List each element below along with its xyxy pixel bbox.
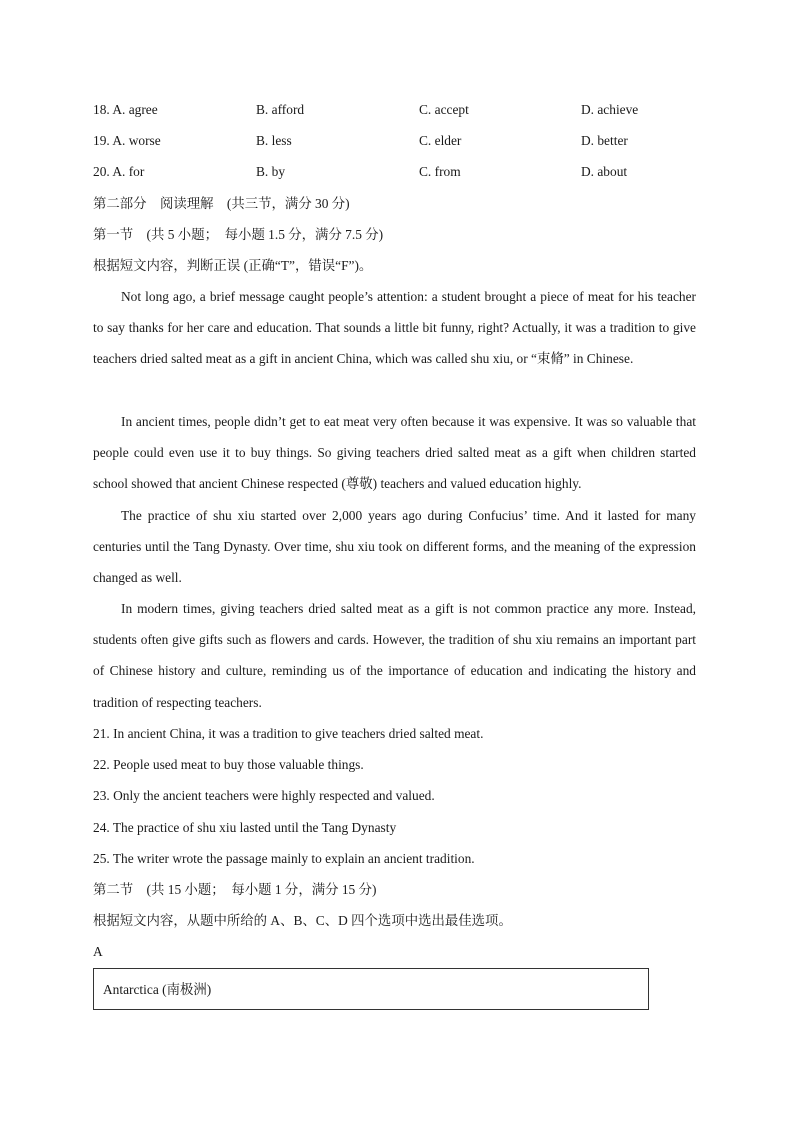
passage-a-label: A <box>93 944 103 959</box>
option-d: D. achieve <box>581 102 639 117</box>
option-b: B. by <box>256 164 286 179</box>
option-c: C. accept <box>419 102 469 117</box>
option-d: D. about <box>581 164 628 179</box>
passage-paragraph-3: The practice of shu xiu started over 2,000 years ago during Confucius’ time. And it lasted for many centuries until the Tang Dynasty. Over time, shu xiu took on different forms, and the meaning of the expression changed as well. <box>93 508 696 586</box>
statement-24: 24. The practice of shu xiu lasted until the Tang Dynasty <box>93 820 397 835</box>
option-a: 19. A. worse <box>93 133 161 148</box>
statement-23: 23. Only the ancient teachers were highly respected and valued. <box>93 788 435 803</box>
statement-21: 21. In ancient China, it was a tradition to give teachers dried salted meat. <box>93 726 484 741</box>
option-b: B. afford <box>256 102 305 117</box>
statement-22: 22. People used meat to buy those valuable things. <box>93 757 364 772</box>
passage-paragraph-1: Not long ago, a brief message caught people’s attention: a student brought a piece of meat for his teacher to say thanks for her care and education. That sounds a little bit funny, right? Actually, it was a tradition to give teachers dried salted meat as a gift in ancient China, which was called shu xiu, or “束脩” in Chinese. <box>93 289 696 367</box>
section2-heading: 第二节 (共 15 小题； 每小题 1 分，满分 15 分) <box>93 882 377 897</box>
section1-heading: 第一节 (共 5 小题； 每小题 1.5 分，满分 7.5 分) <box>93 227 384 242</box>
option-a: 18. A. agree <box>93 102 158 117</box>
option-c: C. elder <box>419 133 462 148</box>
passage-a-title-box <box>93 968 649 1010</box>
option-d: D. better <box>581 133 628 148</box>
option-b: B. less <box>256 133 292 148</box>
option-a: 20. A. for <box>93 164 145 179</box>
section1-instruction: 根据短文内容，判断正误 (正确“T”，错误“F”)。 <box>93 258 373 273</box>
option-c: C. from <box>419 164 461 179</box>
passage-paragraph-4: In modern times, giving teachers dried salted meat as a gift is not common practice any more. Instead, students often give gifts such as flowers and cards. However, the tradition of shu xiu remains an important part of Chinese history and culture, reminding us of the importance of education and indicating the history and tradition of respecting teachers. <box>93 601 696 710</box>
passage-a-title: Antarctica (南极洲) <box>103 982 212 997</box>
section2-instruction: 根据短文内容，从题中所给的 A、B、C、D 四个选项中选出最佳选项。 <box>93 913 512 928</box>
passage-paragraph-2: In ancient times, people didn’t get to eat meat very often because it was expensive. It was so valuable that people could even use it to buy things. So giving teachers dried salted meat as a gift when children started school showed that ancient Chinese respected (尊敬) teachers and valued education highly. <box>93 414 696 492</box>
statement-25: 25. The writer wrote the passage mainly to explain an ancient tradition. <box>93 851 475 866</box>
part2-heading: 第二部分 阅读理解 (共三节，满分 30 分) <box>93 196 350 211</box>
